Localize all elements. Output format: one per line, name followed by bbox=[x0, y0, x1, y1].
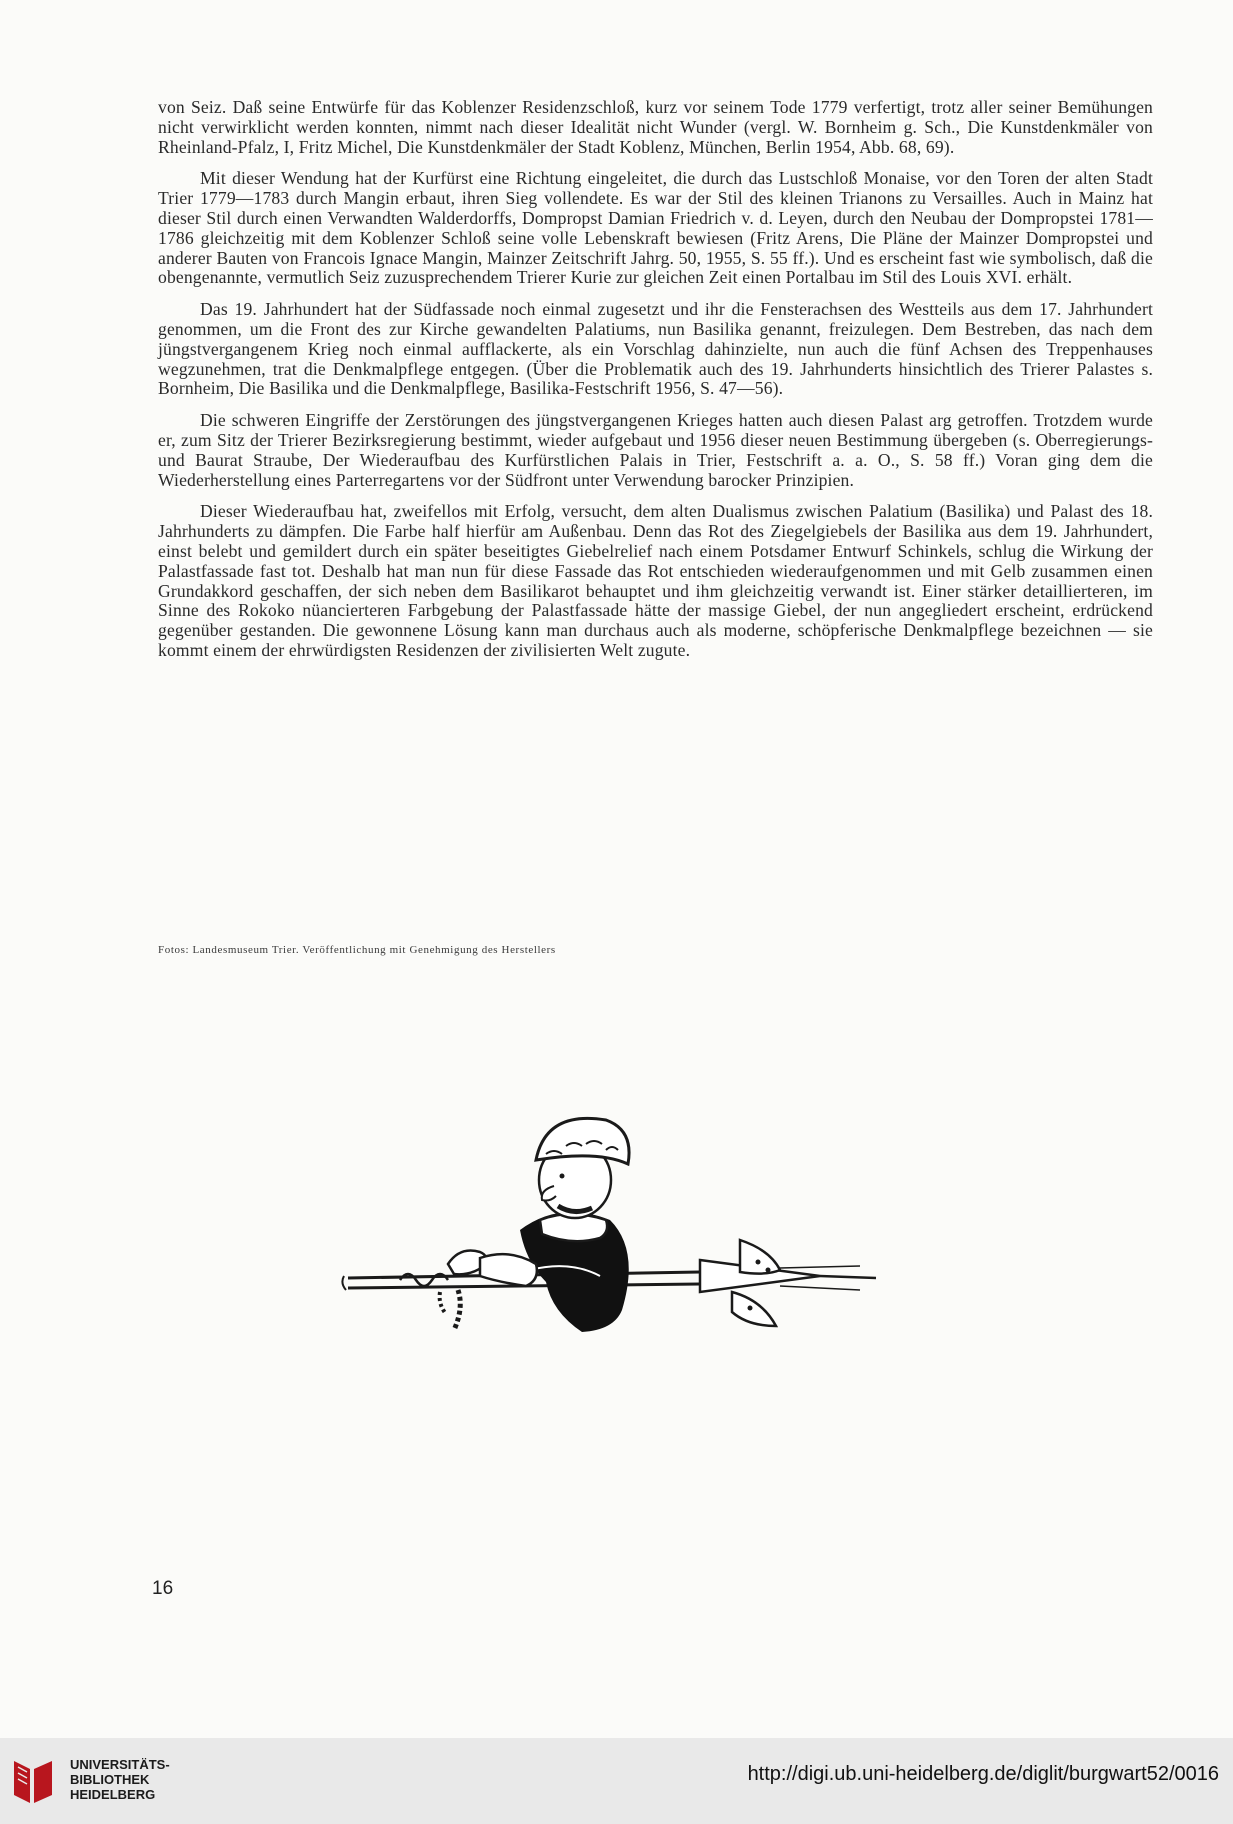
photo-credits: Fotos: Landesmuseum Trier. Veröffentlichung mit Genehmigung des Herstellers bbox=[158, 944, 556, 956]
paragraph-5: Dieser Wiederaufbau hat, zweifellos mit Erfolg, versucht, dem alten Dualismus zwischen Palatium (Basilika) und Palast des 18. Jahrhunderts zu dämpfen. Die Farbe half hierfür am Außenbau. Denn das Rot des Ziegelgiebels der Basilika aus dem 19. Jahrhundert, einst belebt und gemildert durch ein später beseitigtes Giebelrelief nach einem Potsdamer Entwurf Schinkels, schlug die Wirkung der Palastfassade fast tot. Deshalb hat man nun für diese Fassade das Rot entschieden wiederaufgenommen und mit Gelb zusammen einen Grundakkord geschaffen, der sich neben dem Basilikarot behauptet und ihm gleichzeitig verwandt ist. Einer stärker detaillierteren, im Sinne des Rokoko nüancierteren Farbgebung der Palastfassade hätte der massige Giebel, der nun angegliedert erscheint, erdrückend gegenüber gestanden. Die gewonnene Lösung kann man durchaus auch als moderne, schöpferische Denkmalpflege bezeichnen — sie kommt einem der ehrwürdigsten Residenzen der zivilisierten Welt zugute. bbox=[158, 501, 1153, 660]
library-name-line-2: BIBLIOTHEK bbox=[70, 1772, 150, 1787]
paragraph-3: Das 19. Jahrhundert hat der Südfassade noch einmal zugesetzt und ihr die Fensterachsen des Westteils aus dem 17. Jahrhundert genommen, um die Front des zur Kirche gewandelten Palatiums, nun Basilika genannt, freizulegen. Dem Bestreben, das nach dem jüngstvergangenem Krieg noch einmal aufflackerte, als ein Vorschlag dahinzielte, nun auch die fünf Achsen des Treppenhauses wegzunehmen, trat die Denkmalpflege entgegen. (Über die Problematik auch des 19. Jahrhunderts hinsichtlich des Trierer Palastes s. Bornheim, Die Basilika und die Denkmalpflege, Basilika-Festschrift 1956, S. 47—56). bbox=[158, 299, 1153, 399]
footer-bar bbox=[0, 1738, 1233, 1824]
paragraph-1: von Seiz. Daß seine Entwürfe für das Koblenzer Residenzschloß, kurz vor seinem Tode 1779 verfertigt, trotz aller seiner Bemühungen nicht verwirklicht werden konnten, nimmt nach dieser Idealität nicht Wunder (vergl. W. Bornheim g. Sch., Die Kunstdenkmäler von Rheinland-Pfalz, I, Fritz Michel, Die Kunstdenkmäler der Stadt Koblenz, München, Berlin 1954, Abb. 68, 69). bbox=[158, 97, 1153, 157]
library-logo-icon bbox=[10, 1753, 56, 1807]
body-text bbox=[158, 98, 1153, 673]
library-name-line-3: HEIDELBERG bbox=[70, 1787, 156, 1802]
library-name bbox=[70, 1757, 170, 1802]
paragraph-4: Die schweren Eingriffe der Zerstörungen des jüngstvergangenen Krieges hatten auch diesen Palast arg getroffen. Trotzdem wurde er, zum Sitz der Trierer Bezirksregierung bestimmt, wieder aufgebaut und 1956 dieser neuen Bestimmung übergeben (s. Oberregierungs- und Baurat Straube, Der Wiederaufbau des Kurfürstlichen Palais in Trier, Festschrift a. a. O., S. 58 ff.) Voran ging dem die Wiederherstellung eines Parterregartens vor der Südfront unter Verwendung barocker Prinzipien. bbox=[158, 410, 1153, 490]
paragraph-2: Mit dieser Wendung hat der Kurfürst eine Richtung eingeleitet, die durch das Lustschloß Monaise, vor den Toren der alten Stadt Trier 1779—1783 durch Mangin erbaut, ihren Sieg vollendete. Es war der Stil des kleinen Trianons zu Versailles. Auch in Mainz hat dieser Stil durch einen Verwandten Walderdorffs, Dompropst Damian Friedrich v. d. Leyen, durch den Neubau der Dompropstei 1781—1786 gleichzeitig mit dem Koblenzer Schloß seine volle Lebenskraft bewiesen (Fritz Arens, Die Pläne der Mainzer Dompropstei und anderer Bauten von Francois Ignace Mangin, Mainzer Zeitschrift Jahrg. 50, 1955, S. 55 ff.). Und es erscheint fast wie symbolisch, daß die obengenannte, vermutlich Seiz zuzusprechendem Trierer Kurie zur gleichen Zeit einen Portalbau im Stil des Louis XVI. erhält. bbox=[158, 168, 1153, 288]
page-number: 16 bbox=[152, 1578, 174, 1599]
halberd-bearer-illustration bbox=[340, 1080, 880, 1340]
source-url-link[interactable]: http://digi.ub.uni-heidelberg.de/diglit/burgwart52/0016 bbox=[747, 1763, 1219, 1785]
library-name-line-1: UNIVERSITÄTS- bbox=[70, 1757, 170, 1772]
